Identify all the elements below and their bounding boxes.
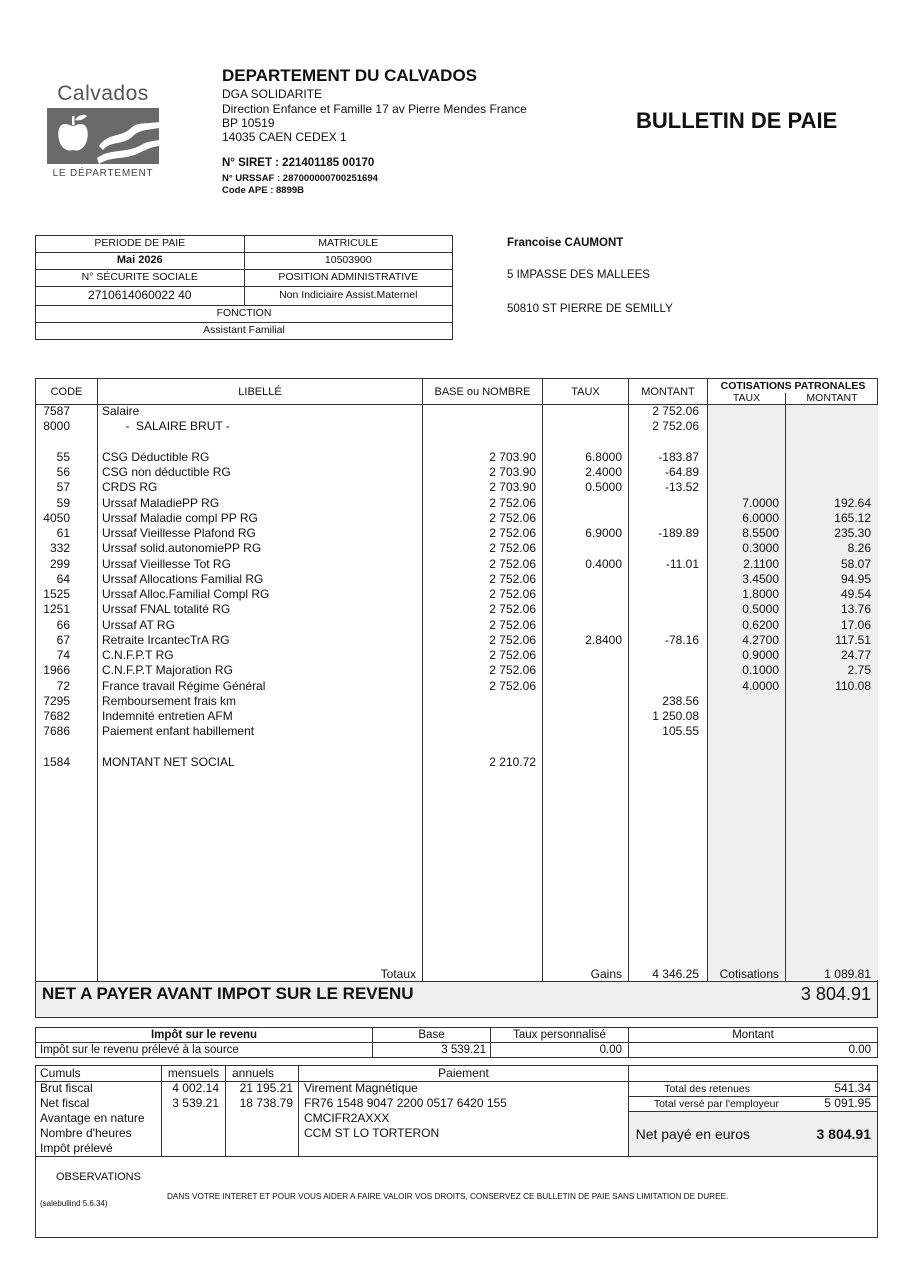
row-code: 299	[49, 556, 70, 571]
row-label: Urssaf AT RG	[102, 617, 175, 632]
row-code: 7686	[43, 724, 70, 739]
row-montant: -64.89	[664, 465, 699, 479]
row-label: C.N.F.P.T Majoration RG	[102, 663, 233, 678]
row-base: 2 703.90	[489, 449, 536, 464]
header-taux: TAUX	[571, 386, 600, 398]
cumul-mensuel: 3 539.21	[172, 1096, 219, 1110]
org-name: DEPARTEMENT DU CALVADOS	[222, 66, 477, 85]
employee-address-2: 50810 ST PIERRE DE SEMILLY	[507, 303, 673, 315]
row-patronal-taux: 2.1100	[743, 556, 779, 571]
row-code: 67	[56, 632, 70, 647]
row-patronal-montant: 58.07	[840, 556, 871, 571]
header-base: BASE ou NOMBRE	[434, 386, 531, 398]
tax-row-base: 3 539.21	[441, 1044, 486, 1056]
row-label: CRDS RG	[102, 480, 158, 495]
row-montant: -13.52	[664, 480, 699, 495]
row-base: 2 752.06	[489, 648, 536, 662]
row-patronal-taux: 1.8000	[742, 587, 779, 601]
row-code: 4050	[43, 510, 70, 525]
tax-row-label: Impôt sur le revenu prélevé à la source	[40, 1044, 239, 1056]
row-patronal-montant: 17.06	[840, 617, 871, 632]
cumul-annuel: 21 195.21	[239, 1081, 293, 1095]
employee-address-1: 5 IMPASSE DES MALLEES	[507, 269, 650, 281]
period-label: PERIODE DE PAIE	[94, 237, 186, 249]
employee-name: Francoise CAUMONT	[507, 237, 624, 249]
row-base: 2 752.06	[489, 587, 536, 601]
row-montant: -189.89	[658, 526, 699, 540]
row-patronal-montant: 24.77	[840, 648, 871, 662]
tax-header-base: Base	[418, 1029, 445, 1041]
tax-row-taux: 0.00	[599, 1044, 622, 1056]
total-employeur-label: Total versé par l'employeur	[653, 1098, 779, 1110]
row-montant: 1 250.08	[652, 709, 699, 723]
cumul-label: Nombre d'heures	[40, 1126, 132, 1140]
col-divider	[707, 379, 708, 982]
row-label: Urssaf MaladiePP RG	[102, 495, 220, 510]
row-label: C.N.F.P.T RG	[102, 648, 174, 662]
cumul-mensuel: 4 002.14	[172, 1081, 219, 1095]
row-patronal-taux: 0.1000	[742, 663, 779, 678]
row-montant: 2 752.06	[652, 419, 699, 434]
row-code: 7295	[43, 693, 70, 708]
row-patronal-montant: 192.64	[834, 495, 871, 510]
row-code: 72	[56, 678, 70, 693]
total-retenues-value: 541.34	[834, 1081, 871, 1095]
tax-row-montant: 0.00	[848, 1044, 871, 1056]
siret: N° SIRET : 221401185 00170	[222, 157, 375, 169]
fonction-value: Assistant Familial	[203, 324, 285, 336]
header-code: CODE	[50, 386, 83, 398]
row-code: 1584	[43, 754, 70, 769]
total-employeur-value: 5 091.95	[824, 1096, 871, 1110]
gains-value: 4 346.25	[652, 967, 699, 981]
col-divider	[97, 379, 98, 982]
tax-header-label: Impôt sur le revenu	[150, 1029, 258, 1041]
row-code: 1525	[43, 587, 70, 601]
logo-emblem-icon	[47, 108, 159, 168]
row-base: 2 703.90	[489, 480, 536, 495]
row-base: 2 752.06	[489, 526, 536, 540]
row-code: 74	[56, 648, 70, 662]
col-divider	[542, 379, 543, 982]
urssaf-number: N° URSSAF : 287000000700251694	[222, 173, 378, 184]
document-title: BULLETIN DE PAIE	[636, 108, 838, 133]
cumul-label: Net fiscal	[40, 1096, 90, 1110]
row-patronal-montant: 94.95	[840, 571, 871, 586]
row-taux: 0.5000	[585, 480, 622, 495]
cumuls-box	[35, 1065, 878, 1238]
row-patronal-montant: 49.54	[840, 587, 871, 601]
cumul-annuel: 18 738.79	[239, 1096, 293, 1110]
net-before-tax-label: NET A PAYER AVANT IMPOT SUR LE REVENU	[42, 984, 414, 1003]
row-patronal-taux: 7.0000	[742, 495, 779, 510]
row-patronal-taux: 4.2700	[742, 632, 779, 647]
header-libelle: LIBELLÉ	[238, 386, 282, 398]
row-code: 1966	[43, 663, 70, 678]
row-code: 7587	[43, 404, 70, 418]
row-code: 1251	[43, 602, 70, 617]
header-montant: MONTANT	[641, 386, 695, 398]
row-code: 56	[56, 465, 70, 479]
row-taux: 2.4000	[585, 465, 622, 479]
row-montant: -183.87	[658, 449, 699, 464]
period-value: Mai 2026	[116, 254, 163, 266]
header-patronales: COTISATIONS PATRONALES	[720, 379, 866, 392]
row-patronal-taux: 0.5000	[742, 602, 779, 617]
row-code: 66	[56, 617, 70, 632]
header-patronales-montant: MONTANT	[806, 392, 858, 404]
paiement-line-4: CCM ST LO TORTERON	[304, 1126, 440, 1140]
net-before-tax-value: 3 804.91	[800, 984, 871, 1004]
row-code: 59	[56, 495, 70, 510]
row-montant: -78.16	[664, 632, 699, 647]
row-code: 64	[56, 571, 70, 586]
row-label: Urssaf Allocations Familial RG	[102, 571, 264, 586]
org-direction: Direction Enfance et Famille 17 av Pierre Mendes France	[222, 102, 527, 116]
cotisations-value: 1 089.81	[824, 967, 871, 981]
row-label: Urssaf Maladie compl PP RG	[102, 510, 258, 525]
secu-label: N° SÉCURITE SOCIALE	[81, 271, 198, 283]
paiement-line-1: Virement Magnétique	[304, 1081, 418, 1095]
totaux-label: Totaux	[380, 967, 416, 981]
paiement-line-3: CMCIFR2AXXX	[304, 1111, 390, 1125]
observations-label: OBSERVATIONS	[56, 1171, 141, 1183]
row-base: 2 703.90	[489, 465, 536, 479]
row-patronal-montant: 235.30	[834, 526, 871, 540]
col-divider	[422, 379, 423, 982]
row-code: 61	[56, 526, 70, 540]
calvados-logo	[44, 82, 162, 182]
software-version: (salebullind 5.6.34)	[40, 1199, 108, 1208]
cumul-label: Brut fiscal	[40, 1081, 93, 1095]
row-base: 2 752.06	[489, 602, 536, 617]
tax-header-taux: Taux personnalisé	[513, 1029, 606, 1041]
row-base: 2 752.06	[489, 617, 536, 632]
total-retenues-label: Total des retenues	[664, 1083, 750, 1095]
col-divider	[785, 393, 786, 982]
cumul-label: Avantage en nature	[40, 1111, 145, 1125]
row-base: 2 752.06	[489, 571, 536, 586]
row-code: 7682	[43, 709, 70, 723]
row-code: 8000	[43, 419, 70, 434]
row-taux: 0.4000	[585, 556, 622, 571]
header-patronales-taux: TAUX	[732, 392, 761, 404]
row-base: 2 752.06	[489, 541, 536, 556]
logo-wordmark: Calvados	[57, 82, 149, 105]
row-label: Salaire	[102, 404, 140, 418]
row-label: Indemnité entretien AFM	[102, 709, 233, 723]
matricule-value: 10503900	[244, 253, 453, 269]
ape-code: Code APE : 8899B	[222, 185, 305, 196]
row-code: 55	[56, 449, 70, 464]
totals-divider	[36, 981, 877, 982]
patronales-shade	[707, 405, 878, 980]
row-code: 57	[56, 480, 70, 495]
payslip-table	[35, 378, 878, 1018]
paiement-header: Paiement	[438, 1066, 489, 1080]
row-label: MONTANT NET SOCIAL	[102, 754, 235, 769]
row-montant: -11.01	[665, 556, 699, 571]
org-city: 14035 CAEN CEDEX 1	[222, 130, 347, 144]
row-base: 2 752.06	[489, 495, 536, 510]
row-label: Urssaf FNAL totalité RG	[102, 602, 231, 617]
gains-label: Gains	[590, 967, 622, 981]
row-taux: 2.8400	[585, 632, 622, 647]
row-label: Urssaf Vieillesse Tot RG	[102, 556, 231, 571]
paiement-line-2: FR76 1548 9047 2200 0517 6420 155	[304, 1096, 507, 1110]
net-paye-value: 3 804.91	[816, 1126, 871, 1142]
row-montant: 2 752.06	[652, 404, 699, 418]
cumuls-header-mensuels: mensuels	[167, 1066, 220, 1080]
tax-header-montant: Montant	[732, 1029, 774, 1041]
col-divider	[628, 379, 629, 982]
row-base: 2 752.06	[489, 663, 536, 678]
position-value: Non Indiciaire Assist.Maternel	[244, 287, 453, 305]
row-patronal-taux: 0.9000	[742, 648, 779, 662]
row-label: France travail Régime Général	[102, 678, 266, 693]
row-patronal-montant: 165.12	[834, 510, 871, 525]
row-taux: 6.8000	[585, 449, 622, 464]
row-patronal-taux: 6.0000	[742, 510, 779, 525]
row-patronal-montant: 117.51	[835, 632, 871, 647]
cumuls-header-annuels: annuels	[232, 1066, 275, 1080]
row-code: 332	[49, 541, 70, 556]
row-patronal-taux: 3.4500	[742, 571, 779, 586]
matricule-label: MATRICULE	[244, 236, 453, 252]
row-label: - SALAIRE BRUT -	[102, 419, 230, 434]
row-base: 2 752.06	[489, 678, 536, 693]
row-patronal-montant: 2.75	[847, 663, 871, 678]
row-patronal-montant: 13.76	[840, 602, 871, 617]
row-patronal-taux: 0.3000	[742, 541, 779, 556]
cumuls-header: Cumuls	[40, 1066, 81, 1080]
row-label: Urssaf Alloc.Familial Compl RG	[102, 587, 270, 601]
row-montant: 238.56	[662, 693, 699, 708]
org-dept: DGA SOLIDARITE	[222, 87, 323, 101]
row-base: 2 210.72	[489, 754, 536, 769]
row-taux: 6.9000	[585, 526, 622, 540]
net-paye-label: Net payé en euros	[635, 1126, 750, 1142]
position-label: POSITION ADMINISTRATIVE	[244, 270, 453, 286]
row-patronal-taux: 4.0000	[742, 678, 779, 693]
cotisations-label: Cotisations	[719, 967, 779, 981]
conservation-notice: DANS VOTRE INTERET ET POUR VOUS AIDER A FAIRE VALOIR VOS DROITS, CONSERVEZ CE BULLETIN DE PAIE SANS LIMITATION DE DUREE.	[167, 1192, 729, 1201]
row-patronal-taux: 0.6200	[742, 617, 779, 632]
row-label: Urssaf solid.autonomiePP RG	[102, 541, 262, 556]
org-bp: BP 10519	[222, 116, 275, 130]
row-patronal-montant: 110.08	[835, 678, 871, 693]
row-label: Paiement enfant habillement	[102, 724, 255, 739]
row-base: 2 752.06	[489, 632, 536, 647]
row-label: Urssaf Vieillesse Plafond RG	[102, 526, 256, 540]
row-base: 2 752.06	[489, 510, 536, 525]
row-label: Retraite IrcantecTrA RG	[102, 632, 230, 647]
row-montant: 105.55	[662, 724, 699, 739]
cumuls-bottom-divider	[36, 1156, 877, 1157]
income-tax-box	[35, 1027, 878, 1058]
secu-value: 2710614060022 40	[88, 288, 192, 302]
cumul-label: Impôt prélevé	[40, 1141, 113, 1155]
row-label: CSG non déductible RG	[102, 465, 231, 479]
pay-period-box	[35, 235, 453, 340]
row-label: CSG Déductible RG	[102, 449, 210, 464]
logo-subtitle: LE DÉPARTEMENT	[52, 168, 154, 179]
row-label: Remboursement frais km	[102, 693, 237, 708]
row-patronal-taux: 8.5500	[742, 526, 779, 540]
row-base: 2 752.06	[489, 556, 536, 571]
row-patronal-montant: 8.26	[847, 541, 871, 556]
fonction-label: FONCTION	[216, 307, 272, 319]
